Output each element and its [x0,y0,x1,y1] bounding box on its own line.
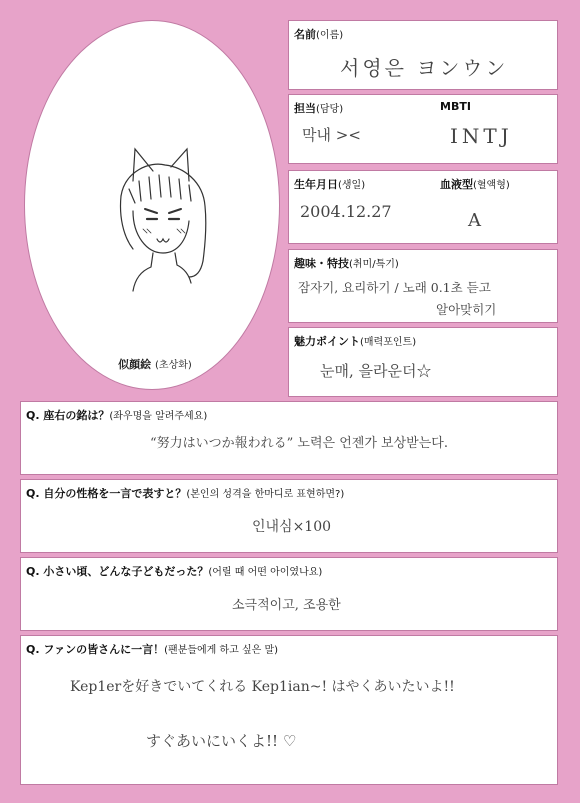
question-label-motto: Q. 座右の銘は？(좌우명을 알려주세요) [26,409,208,422]
charm-label: 魅力ポイント(매력포인트) [294,335,417,348]
hobby-label: 趣味・特技(취미/특기) [294,257,399,270]
charm-value: 눈매, 을라운더☆ [320,362,432,380]
answer-personality: 인내심×100 [252,519,332,535]
question-label-childhood: Q. 小さい頃、どんな子どもだった？(어릴 때 어떤 아이였나요) [26,565,323,578]
hobby-value-line1: 잠자기, 요리하기 / 노래 0.1초 듣고 [298,280,491,295]
answer-fans-line2: すぐあいにいくよ!! ♡ [146,732,297,750]
blood-value: A [468,210,481,231]
name-label: 名前(이름) [294,28,344,41]
question-box-fans [20,635,558,785]
name-value: 서영은 ヨンウン [340,56,509,80]
mbti-value: INTJ [450,124,513,148]
birthday-value: 2004.12.27 [300,202,392,221]
answer-fans-line1: Kep1erを好きでいてくれる Kep1ian~! はやくあいたいよ!! [70,679,455,695]
blood-label: 血液型(혈액형) [440,178,510,191]
portrait-label-kr: (초상화) [155,360,192,371]
answer-motto: “努力はいつか報われる” 노력은 언젠가 보상받는다. [150,436,448,451]
portrait-label-jp: 似顔絵 [118,358,152,371]
portrait-frame [24,20,280,390]
role-value: 막내 >< [302,126,361,144]
answer-childhood: 소극적이고, 조용한 [232,598,341,613]
role-label: 担当(담당) [294,102,344,115]
question-label-fans: Q. ファンの皆さんに一言！(팬분들에게 하고 싶은 말) [26,643,279,656]
hobby-value-line2: 알아맞히기 [436,302,497,317]
portrait-label [100,356,210,372]
question-label-personality: Q. 自分の性格を一言で表すと？(본인의 성격을 한마디로 표현하면?) [26,487,345,500]
mbti-label: MBTI [440,100,471,113]
portrait-drawing [25,21,281,391]
birthday-label: 生年月日(생일) [294,178,366,191]
